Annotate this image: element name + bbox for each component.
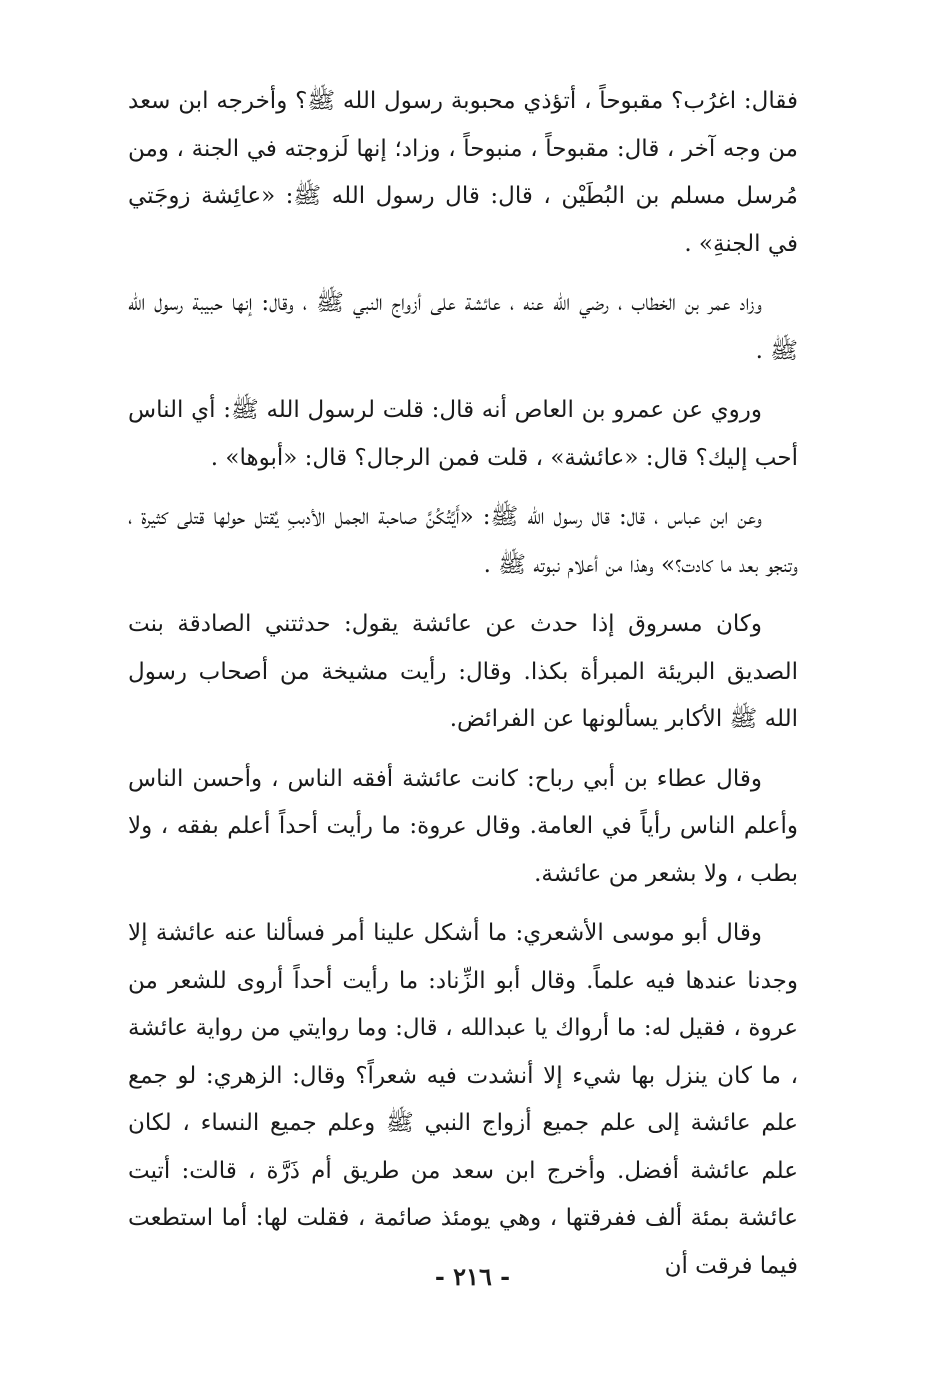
paragraph-1: فقال: اغرُب؟ مقبوحاً ، أتؤذي محبوبة رسول الله ﷺ؟ وأخرجه ابن سعد من وجه آخر ، قال: مقبوحاً ، منبوحاً ، وزاد؛ إنها لَزوجته في الجنة ، ومن مُرسل مسلم بن البُطَيْن ، قال: قال رسول الله ﷺ: «عائِشة زوجَتي في الجنةِ» . (128, 88, 798, 257)
paragraph-2: وزاد عمر بن الخطاب ، رضي الله عنه ، عائشة على أزواج النبي ﷺ ، وقال: إنها حبيبة رسول الله ﷺ . (128, 290, 798, 364)
paragraph-4: وعن ابن عباس ، قال: قال رسول الله ﷺ: «أَيَّتُكُنَّ صاحبة الجمل الأدببِ يُقتل حولها قتلى كثيرة ، وتنجو بعد ما كادت؟» وهذا من أعلام نبوته ﷺ . (128, 504, 798, 578)
paragraph-7: وقال أبو موسى الأشعري: ما أشكل علينا أمر فسألنا عنه عائشة إلا وجدنا عندها فيه علماً. وقال أبو الزِّناد: ما رأيت أحداً أروى للشعر من عروة ، فقيل له: ما أرواك يا عبدالله ، قال: وما روايتي من رواية عائشة ، ما كان ينزل بها شيء إلا أنشدت فيه شعراً؟ وقال: الزهري: لو جمع علم عائشة إلى علم جميع أزواج النبي ﷺ وعلم جميع النساء ، لكان علم عائشة أفضل. وأخرج ابن سعد من طريق أم ذَرَّة ، قالت: أتيت عائشة بمئة ألف ففرقتها ، وهي يومئذ صائمة ، فقلت لها: أما استطعت فيما فرقت أن (128, 920, 798, 1279)
paragraph-3: وروي عن عمرو بن العاص أنه قال: قلت لرسول الله ﷺ: أي الناس أحب إليك؟ قال: «عائشة» ، قلت فمن الرجال؟ قال: «أبوها» . (128, 397, 798, 471)
paragraph-6: وقال عطاء بن أبي رباح: كانت عائشة أفقه الناس ، وأحسن الناس وأعلم الناس رأياً في العامة. وقال عروة: ما رأيت أحداً أعلم بفقه ، ولا بطب ، ولا بشعر من عائشة. (128, 765, 798, 887)
paragraph-5: وكان مسروق إذا حدث عن عائشة يقول: حدثتني الصادقة بنت الصديق البريئة المبرأة بكذا. وقال: رأيت مشيخة من أصحاب رسول الله ﷺ الأكابر يسألونها عن الفرائض. (128, 611, 798, 732)
body-text (128, 78, 798, 1302)
page-number: - ٢١٦ - (434, 1262, 511, 1291)
